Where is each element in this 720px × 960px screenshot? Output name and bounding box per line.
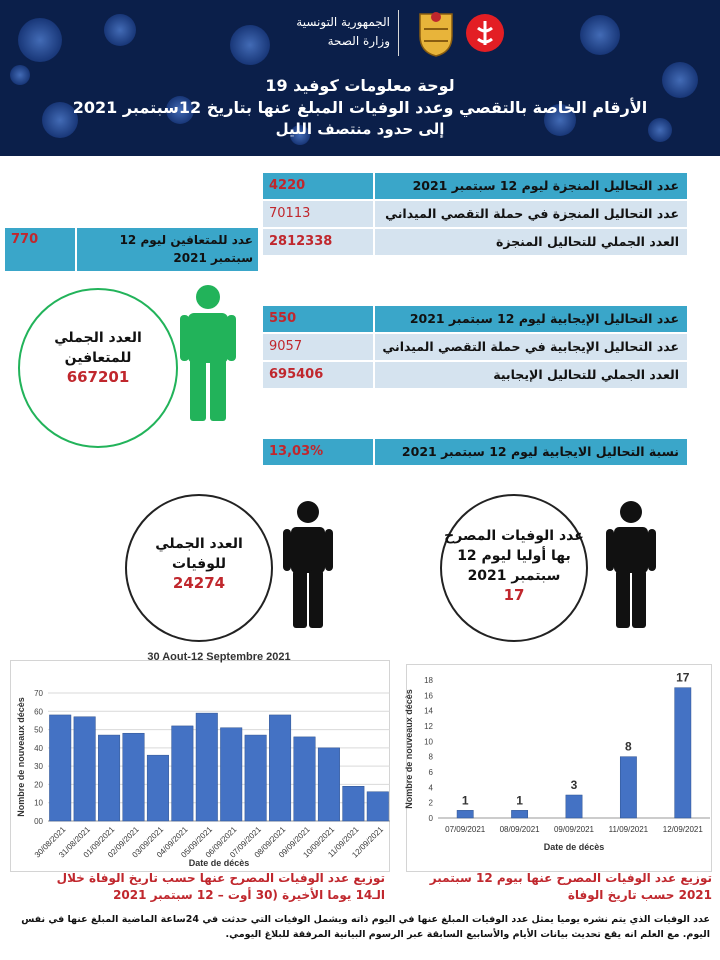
recovered-total-line1: العدد الجملي (54, 330, 142, 346)
positivity-value: 13,03% (263, 439, 373, 465)
x-tick-label: 04/09/2021 (154, 824, 190, 860)
tests-today-value: 4220 (263, 173, 373, 199)
ministry-republic: الجمهورية التونسية (296, 15, 390, 29)
dashboard-title: لوحة معلومات كوفيد 19 (265, 76, 455, 95)
x-tick-label: 07/09/2021 (445, 825, 486, 834)
deaths-total-line2: للوفيات (172, 556, 226, 572)
positivity-row (263, 439, 687, 465)
deaths-declared-by-date-chart (400, 666, 720, 866)
y-tick-label: 50 (34, 725, 43, 735)
positives-total-label: العدد الجملي للتحاليل الإيجابية (375, 362, 687, 388)
recovered-today-label: عدد للمتعافين ليوم 12 سبتمبر 2021 (119, 233, 253, 265)
deaths-declared-value: 17 (503, 586, 525, 604)
positives-field-label: عدد التحاليل الإيجابية في حملة التقصي الميداني (375, 334, 687, 360)
x-tick-label: 08/09/2021 (499, 825, 540, 834)
bar (367, 792, 388, 821)
positivity-label: نسبة التحاليل الايجابية ليوم 12 سبتمبر 2021 (375, 439, 687, 465)
bar (49, 715, 70, 821)
deaths-declared-line1: عدد الوفيات المصرح (444, 528, 584, 544)
bar (147, 755, 168, 821)
positives-total-value: 695406 (263, 362, 373, 388)
recovered-total-value: 667201 (66, 368, 130, 386)
green-person-icon (178, 283, 238, 423)
x-tick-label: 31/08/2021 (57, 824, 92, 860)
bar (566, 795, 582, 818)
y-tick-label: 30 (34, 762, 43, 772)
chart-title: 30 Aout-12 Septembre 2021 (147, 651, 291, 663)
tests-total-label: العدد الجملي للتحاليل المنجزة (375, 229, 687, 255)
bar (245, 735, 266, 821)
y-tick-label: 10 (424, 737, 433, 747)
y-tick-label: 60 (34, 707, 43, 717)
positives-field-row (263, 334, 687, 360)
x-tick-label: 02/09/2021 (106, 824, 141, 860)
bar (269, 715, 290, 821)
y-tick-label: 18 (424, 676, 433, 685)
deaths-total-value: 24274 (172, 574, 226, 592)
x-tick-label: 09/09/2021 (553, 825, 595, 834)
left-chart-caption: توزيع عدد الوفيات المصرح عنها حسب تاريخ الوفاة خلال الـ14 يوما الأخيرة (30 أوت – 12 سبتمبر 2021 (56, 871, 385, 902)
x-tick-label: 12/09/2021 (350, 824, 386, 860)
x-tick-label: 30/08/2021 (32, 824, 68, 860)
x-tick-label: 11/09/2021 (608, 825, 649, 834)
y-tick-label: 2 (428, 798, 433, 808)
y-tick-label: 0 (428, 814, 433, 823)
tests-field-row (263, 201, 687, 227)
x-tick-label: 11/09/2021 (326, 824, 361, 860)
positives-total-row (263, 362, 687, 388)
deaths-total-line1: العدد الجملي (155, 536, 243, 552)
x-tick-label: 10/09/2021 (301, 824, 337, 860)
data-label: 1 (461, 793, 469, 808)
bar (343, 786, 364, 821)
dashboard-subtitle: الأرقام الخاصة بالتقصي وعدد الوفيات المبلغ عنها بتاريخ 12سبتمبر 2021 (72, 98, 648, 117)
bar (511, 810, 527, 818)
y-tick-label: 14 (424, 706, 433, 716)
bar (675, 688, 691, 818)
recovered-total-circle (18, 288, 178, 448)
x-tick-label: 12/09/2021 (662, 825, 703, 834)
x-tick-label: 06/09/2021 (203, 824, 239, 860)
x-tick-label: 03/09/2021 (130, 824, 166, 860)
deaths-14-days-chart (0, 648, 400, 870)
black-person-icon (282, 500, 334, 630)
recovered-total-line2: للمتعافين (64, 350, 132, 366)
x-tick-label: 05/09/2021 (179, 824, 215, 860)
x-axis-label: Date de décès (188, 858, 250, 868)
tests-field-label: عدد التحاليل المنجزة في حملة التقصي الميداني (375, 201, 687, 227)
tests-field-value: 70113 (263, 201, 373, 227)
bar (318, 748, 339, 821)
y-tick-label: 4 (428, 783, 433, 793)
recovered-today-value: 770 (11, 232, 39, 247)
x-tick-label: 08/09/2021 (252, 824, 288, 860)
tests-total-row (263, 229, 687, 255)
bar (196, 713, 217, 821)
tests-today-row (263, 173, 687, 199)
black-person-icon-right (605, 500, 657, 630)
header-banner (0, 0, 720, 156)
x-axis-label: Date de décès (543, 842, 605, 852)
bar (457, 810, 473, 818)
x-tick-label: 09/09/2021 (277, 824, 312, 860)
bar (172, 726, 193, 821)
dashboard-subtitle-midnight: إلى حدود منتصف الليل (275, 120, 445, 138)
recovered-today-box (5, 228, 258, 271)
deaths-declared-line2: بها أوليا ليوم 12 (457, 548, 571, 564)
data-label: 3 (570, 778, 578, 792)
y-tick-label: 20 (34, 780, 43, 790)
data-label: 8 (625, 739, 632, 754)
x-tick-label: 01/09/2021 (81, 824, 117, 860)
health-ministry-logo (464, 12, 506, 54)
data-label: 17 (676, 670, 690, 685)
bar (294, 737, 315, 821)
tests-total-value: 2812338 (263, 229, 373, 255)
bar (220, 728, 241, 821)
header-divider (398, 10, 399, 56)
footnote: عدد الوفيات الذي يتم نشره يوميا يمثل عدد الوفيات المبلغ عنها في اليوم ذاته ويشمل الوفيات التي حدثت في 24ساعة الماضية المبلغ عنها في نفس اليوم. مع العلم انه يقع تحديث بيانات الأيام والأسابيع السابقة عبر الرسوم البيانية المرفقة للبلاغ اليومي. (21, 914, 710, 940)
y-axis-label: Nombre de nouveaux décès (404, 689, 414, 809)
positives-today-label: عدد التحاليل الإيجابية ليوم 12 سبتمبر 2021 (375, 306, 687, 332)
y-axis-label: Nombre de nouveaux décès (16, 697, 26, 817)
bar (620, 757, 636, 818)
data-label: 1 (516, 793, 523, 808)
tunisia-coat-of-arms-logo (416, 8, 456, 58)
bar (98, 735, 119, 821)
y-tick-label: 16 (424, 691, 433, 701)
y-tick-label: 6 (428, 768, 433, 777)
y-tick-label: 70 (34, 689, 43, 698)
y-tick-label: 00 (34, 817, 43, 826)
x-tick-label: 07/09/2021 (228, 824, 263, 860)
deaths-total-circle (125, 494, 273, 642)
ministry-health: وزارة الصحة (327, 34, 390, 48)
positives-field-value: 9057 (263, 334, 373, 360)
y-tick-label: 10 (34, 798, 43, 808)
y-tick-label: 40 (34, 743, 43, 753)
y-tick-label: 12 (424, 722, 433, 731)
right-chart-caption: توزيع عدد الوفيات المصرح عنها بيوم 12 سبتمبر 2021 حسب تاريخ الوفاة (429, 871, 712, 902)
recovered-today-divider (75, 228, 77, 271)
deaths-declared-circle (440, 494, 588, 642)
bar (74, 717, 95, 821)
bar (123, 733, 144, 821)
positives-today-value: 550 (263, 306, 373, 332)
y-tick-label: 8 (428, 752, 433, 762)
positives-today-row (263, 306, 687, 332)
deaths-declared-line3: سبتمبر 2021 (467, 568, 561, 584)
tests-today-label: عدد التحاليل المنجزة ليوم 12 سبتمبر 2021 (375, 173, 687, 199)
